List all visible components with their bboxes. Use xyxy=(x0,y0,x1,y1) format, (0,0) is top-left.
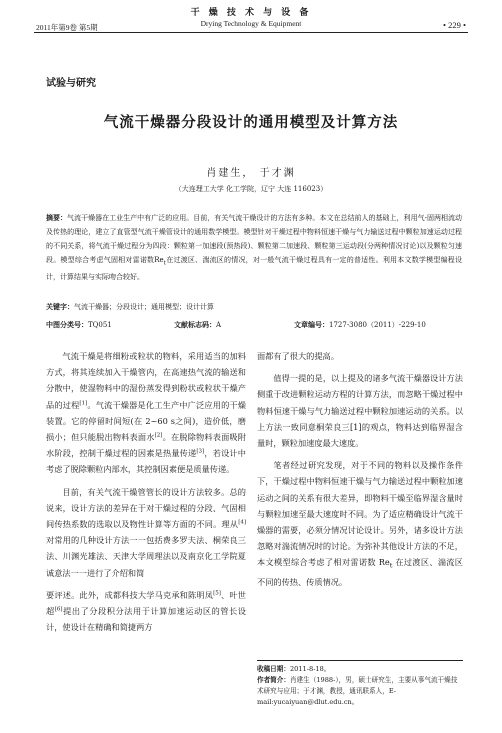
page-number: • 229 • xyxy=(443,20,466,30)
clc-value: TQ051 xyxy=(88,321,112,329)
doc-label: 文献标志码： xyxy=(174,320,216,329)
right-column xyxy=(257,348,463,590)
left-paragraph-3: 要评述。此外，成都科技大学马克承和陈明凤[5]、叶世超[6]提出了分段积分法用于计算加速运动区的管长设计，使设计在精确和简捷两方 xyxy=(46,589,246,633)
left-column xyxy=(46,348,246,635)
affiliation: （大连理工大学 化工学院，辽宁 大连 116023） xyxy=(174,185,328,193)
left-paragraph-1: 气流干燥是将细粉或粒状的物料，采用适当的加料方式，将其连续加入干燥管内，在高速热气流的输送和分散中，使湿物料中的湿份蒸发得到粉状或粒状干燥产品的过程[1]。气流干燥器是化工生产中广泛应用的干燥装置。它的停留时间短(在 2~60 s之间)，造价低，磨损小；但只能脱出物料表面水[2]。在脱除物料表面吸附水阶段，控制干燥过程的因素是热量传递[3]，若设计中考虑了脱除颗粒内部水，其控制因素便是质量传递。 xyxy=(46,351,246,475)
header-rule xyxy=(34,32,468,33)
classification-row xyxy=(46,320,462,332)
clc-label: 中图分类号： xyxy=(46,320,88,329)
received-date: 收稿日期：2011-8-18。 xyxy=(257,665,331,673)
keywords xyxy=(46,302,462,312)
doc-value: A xyxy=(216,321,222,329)
keywords-text: 气流干燥器；分段设计；通用模型；设计计算 xyxy=(74,303,214,311)
right-paragraph-1: 面都有了很大的提高。 xyxy=(257,351,339,361)
section-heading: 试验与研究 xyxy=(46,78,96,89)
right-paragraph-2: 值得一提的是，以上提及的诸多气流干燥器设计方法侧重于改进颗粒运动方程的计算方法，而忽略干燥过程中物料恒速干燥与气力输送过程中颗粒加速运动的关系。以上方法一致同意桐荣良三[1]的观点，物料达到临界湿含量时，颗粒加速度最大速度。 xyxy=(257,373,463,449)
footnote-rule xyxy=(257,660,463,661)
authors: 肖建生， 于才渊 xyxy=(206,168,296,179)
issue-info: 2011年第9卷 第5期 xyxy=(36,23,98,32)
clc-number xyxy=(46,320,112,330)
abstract-text: 气流干燥器在工业生产中有广泛的应用。目前，有关气流干燥设计的方法有多种。本文在总结前人的基础上，利用气-固两相流动及传热的理论，建立了直管型气流干燥管设计的通用数学模型。模型针对干燥过程中物料恒速干燥与气力输送过程中颗粒加速运动过程的不同关系，将气流干燥过程分为四段：颗粒第一加速段(预热段)、颗粒第二加速段、颗粒第三运动段(分两种情况讨论)以及颗粒匀速段。模型综合考虑气固相对雷诺数Re xyxy=(46,214,463,264)
doc-code xyxy=(174,320,221,330)
footnote xyxy=(257,664,463,708)
right-paragraph-3: 笔者经过研究发现，对于不同的物料以及操作条件下，干燥过程中物料恒速干燥与气力输送过程中颗粒加速运动之间的关系有很大差异，即物料干燥至临界湿含量时与颗粒加速至最大速度时不同。为了适应精确设计气流干燥器的需要，必须分情况讨论设计。另外，诸多设计方法忽略对湍流情况时的讨论。为弥补其他设计方法的不足，本文模型综合考虑了相对雷诺数 $Re_t$ 在过渡区、湍流区不同的传热、传质情况。 xyxy=(257,460,463,588)
abstract-text-2: 在过渡区、湍流区的情况，对一般气流干燥过程具有一定的普适性。利用本文数学模型编程设计，计算结果与实际吻合较好。 xyxy=(46,256,463,282)
abstract xyxy=(46,211,462,284)
journal-name-cn: 干 燥 技 术 与 设 备 xyxy=(190,8,312,18)
left-paragraph-2: 目前，有关气流干燥管管长的设计方法较多。总的说来，设计方法的差异在于对干燥过程的分段、气固相间传热系数的选取以及物性计算等方面的不同。理从[4]对常用的几种设计方法一一包括费多罗夫法、桐荣良三法、川渊光雄法、天津大学周理法以及南京化工学院夏诚意法一一进行了介绍和简 xyxy=(46,486,246,578)
article-label: 文章编号： xyxy=(294,320,329,329)
keywords-label: 关键字： xyxy=(46,302,74,311)
article-number xyxy=(294,320,426,330)
abstract-subscript: t xyxy=(163,260,167,267)
journal-name-en: Drying Technology & Equipment xyxy=(200,19,302,28)
author-bio: 作者简介：肖建生（1988-），男，硕士研究生，主要从事气流干燥技术研究与应用；于才渊，教授，通讯联系人，E-mail:yucaiyuan@dlut.edu.cn。 xyxy=(257,676,458,706)
abstract-label: 摘要： xyxy=(46,213,68,222)
article-value: 1727-3080（2011）-229-10 xyxy=(329,321,426,329)
paper-title: 气流干燥器分段设计的通用模型及计算方法 xyxy=(103,114,399,131)
